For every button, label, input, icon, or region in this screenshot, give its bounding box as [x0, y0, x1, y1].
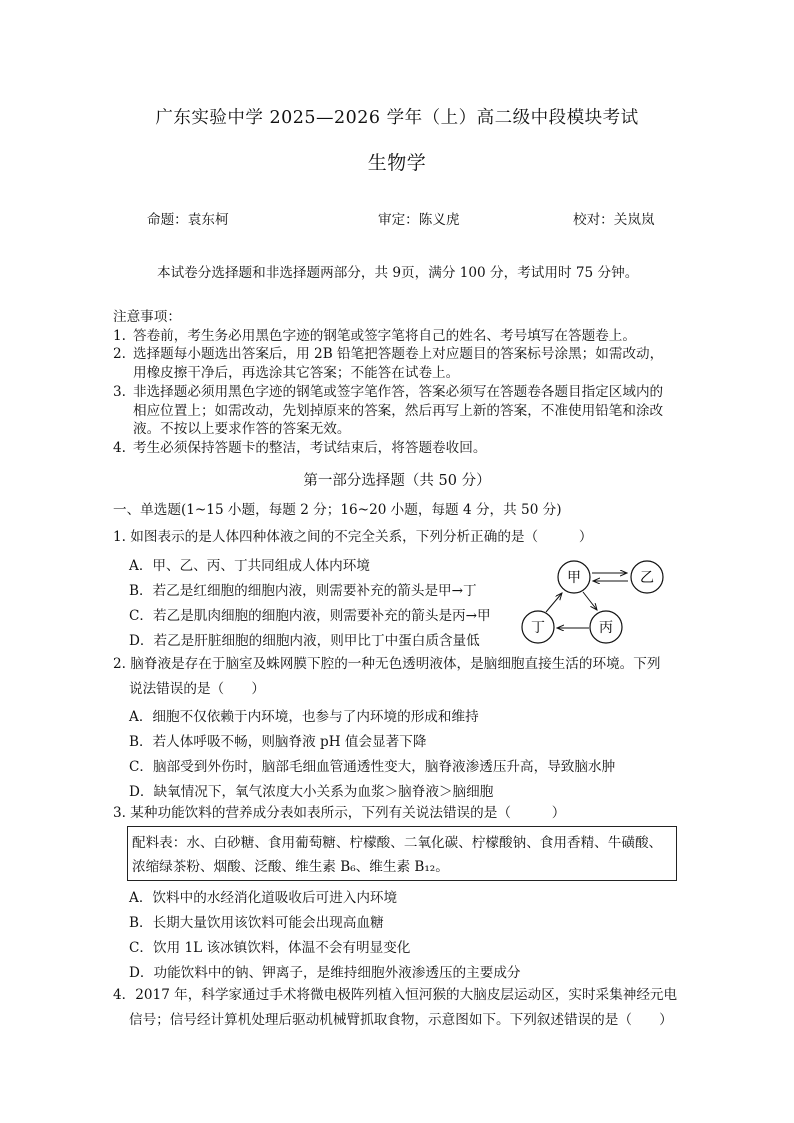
note-line: 考生必须保持答题卡的整洁，考试结束后，将答题卷收回。	[133, 440, 487, 456]
note-number: 1.	[113, 328, 126, 344]
question-stem-cont: 说法错误的是（ ）	[129, 681, 265, 697]
option-a: A．甲、乙、丙、丁共同组成人体内环境	[129, 558, 370, 574]
proofreader-label: 校对：关岚岚	[573, 212, 655, 228]
arrow-jia-to-bing	[583, 592, 597, 610]
option-a: A．细胞不仅依赖于内环境，也参与了内环境的形成和维持	[129, 709, 479, 725]
part1-heading: 第一部分选择题（共 50 分）	[303, 473, 491, 489]
reviewer-label: 审定：陈义虎	[378, 212, 460, 228]
node-yi	[631, 561, 663, 593]
option-c: C．饮用 1L 该冰镇饮料，体温不会有明显变化	[129, 940, 411, 956]
arrow-ding-to-jia	[546, 593, 562, 612]
author-label: 命题：袁东柯	[147, 212, 229, 228]
node-bing	[590, 611, 622, 643]
node-ding-label: 丁	[531, 620, 545, 636]
option-c: C．若乙是肌肉细胞的细胞内液，则需要补充的箭头是丙→甲	[129, 608, 491, 624]
question-stem-cont: 信号；信号经计算机处理后驱动机械臂抓取食物，示意图如下。下列叙述错误的是（ ）	[129, 1012, 673, 1028]
body-fluid-diagram	[515, 555, 675, 650]
option-d: D．功能饮料中的钠、钾离子，是维持细胞外液渗透压的主要成分	[129, 965, 521, 981]
option-d: D．若乙是肝脏细胞的细胞内液，则甲比丁中蛋白质含量低	[129, 633, 480, 649]
option-c: C．脑部受到外伤时，脑部毛细血管通透性变大，脑脊液渗透压升高，导致脑水肿	[129, 759, 616, 775]
note-number: 2.	[113, 346, 126, 362]
question-stem: 1. 如图表示的是人体四种体液之间的不完全关系，下列分析正确的是（ ）	[113, 529, 593, 545]
option-a: A．饮料中的水经消化道吸收后可进入内环境	[129, 890, 398, 906]
question-stem: 4．2017 年，科学家通过手术将微电极阵列植入恒河猴的大脑皮层运动区，实时采集神经元电	[113, 987, 678, 1003]
question-stem: 3. 某种功能饮料的营养成分表如表所示，下列有关说法错误的是（ ）	[113, 805, 566, 821]
option-b: B．若乙是红细胞的细胞内液，则需要补充的箭头是甲→丁	[129, 583, 477, 599]
note-line: 非选择题必须用黑色字迹的钢笔或签字笔作答，答案必须写在答题卷各题目指定区域内的	[133, 384, 664, 400]
ingredients-box: 配料表：水、白砂糖、食用葡萄糖、柠檬酸、二氧化碳、柠檬酸钠、食用香精、牛磺酸、浓缩绿茶粉、烟酸、泛酸、维生素 B₆、维生素 B₁₂。	[127, 826, 677, 881]
note-line: 答卷前，考生务必用黑色字迹的钢笔或签字笔将自己的姓名、考号填写在答题卷上。	[133, 328, 636, 344]
note-line: 相应位置上；如需改动，先划掉原来的答案，然后再写上新的答案，不准使用铅笔和涂改	[133, 403, 664, 419]
note-line: 用橡皮擦干净后，再选涂其它答案；不能答在试卷上。	[133, 365, 460, 381]
note-number: 4.	[113, 440, 126, 456]
note-line: 液。不按以上要求作答的答案无效。	[133, 421, 351, 437]
exam-title: 广东实验中学 2025—2026 学年（上）高二级中段模块考试	[155, 108, 639, 128]
node-jia-label: 甲	[567, 570, 581, 586]
subject-title: 生物学	[367, 152, 427, 174]
option-b: B．若人体呼吸不畅，则脑脊液 pH 值会显著下降	[129, 734, 427, 750]
option-d: D．缺氧情况下，氧气浓度大小关系为血浆＞脑脊液＞脑细胞	[129, 784, 494, 800]
note-number: 3.	[113, 384, 126, 400]
node-ding	[522, 611, 554, 643]
notes-heading: 注意事项：	[113, 309, 181, 325]
exam-intro: 本试卷分选择题和非选择题两部分，共 9页，满分 100 分，考试用时 75 分钟。	[157, 265, 639, 281]
node-yi-label: 乙	[640, 570, 654, 586]
node-bing-label: 丙	[599, 620, 613, 636]
node-jia	[558, 561, 590, 593]
option-b: B．长期大量饮用该饮料可能会出现高血糖	[129, 915, 384, 931]
note-line: 选择题每小题选出答案后，用 2B 铅笔把答题卷上对应题目的答案标号涂黑；如需改动，	[133, 346, 664, 362]
section-heading: 一、单选题(1~15 小题，每题 2 分；16~20 小题，每题 4 分，共 50 分)	[113, 502, 562, 518]
question-stem: 2. 脑脊液是存在于脑室及蛛网膜下腔的一种无色透明液体，是脑细胞直接生活的环境。下列	[113, 656, 661, 672]
